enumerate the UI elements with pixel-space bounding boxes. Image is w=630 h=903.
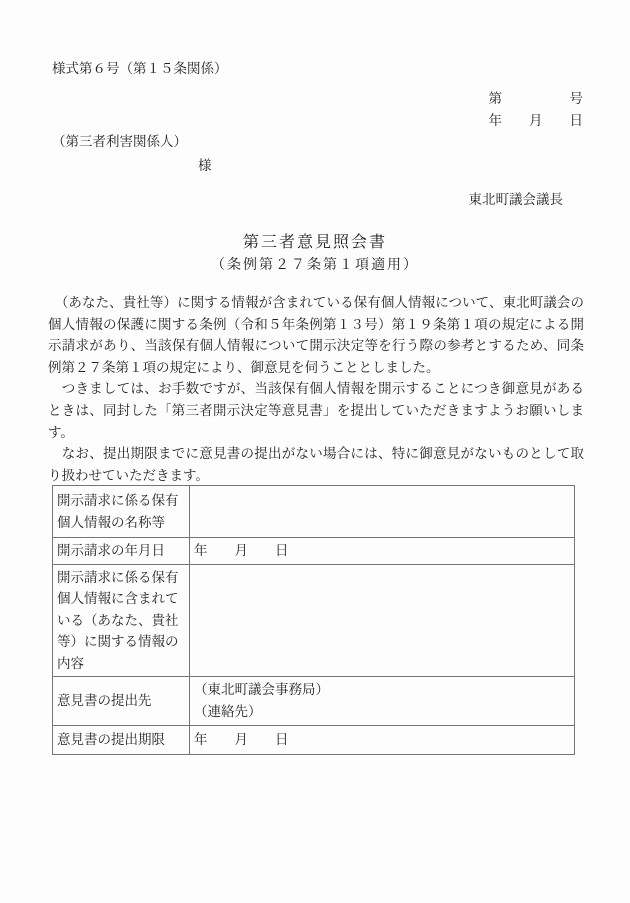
document-title: 第三者意見照会書	[242, 234, 387, 251]
body-paragraph-2: つきましては、お手数ですが、当該保有個人情報を開示することにつき御意見があるときは、同封した「第三者開示決定等意見書」を提出していただきますようお願いします。	[48, 381, 584, 440]
document-date-blank: 年 月 日	[488, 113, 583, 128]
submit-to-contact: （連絡先）	[194, 704, 262, 719]
addressee-honorific: 様	[198, 158, 212, 173]
document-body	[48, 292, 584, 486]
row-value	[190, 677, 575, 726]
row-value-blank	[190, 486, 575, 538]
table-row-submit-to	[53, 677, 575, 726]
third-party-label: （第三者利害関係人）	[52, 134, 187, 149]
inquiry-table	[52, 485, 575, 755]
table-row-info-content	[53, 564, 575, 677]
table-row-info-name	[53, 486, 575, 538]
row-value-blank	[190, 564, 575, 677]
row-label: 意見書の提出期限	[53, 726, 190, 755]
row-label: 開示請求の年月日	[53, 538, 190, 565]
row-label: 開示請求に係る保有個人情報に含まれている（あなた、貴社等）に関する情報の内容	[53, 564, 190, 677]
table-row-deadline	[53, 726, 575, 755]
sender-title: 東北町議会議長	[468, 192, 563, 207]
row-label: 意見書の提出先	[53, 677, 190, 726]
row-label: 開示請求に係る保有個人情報の名称等	[53, 486, 190, 538]
table-row-request-date	[53, 538, 575, 565]
row-value-date-blank: 年 月 日	[190, 726, 575, 755]
body-paragraph-1: （あなた、貴社等）に関する情報が含まれている保有個人情報について、東北町議会の個人情報の保護に関する条例（令和５年条例第１３号）第１９条第１項の規定による開示請求があり、当該保有個人情報について開示決定等を行う際の参考とするため、同条例第２７条第１項の規定により、御意見を伺うこととしました。	[48, 295, 584, 375]
document-subtitle: （条例第２７条第１項適用）	[211, 258, 419, 273]
document-number-blank: 第 号	[488, 91, 583, 106]
body-paragraph-3: なお、提出期限までに意見書の提出がない場合には、特に御意見がないものとして取り扱わせていただきます。	[48, 446, 584, 483]
row-value-date-blank: 年 月 日	[190, 538, 575, 565]
form-number-label: 様式第６号（第１５条関係）	[52, 61, 228, 76]
submit-to-office: （東北町議会事務局）	[194, 682, 329, 697]
